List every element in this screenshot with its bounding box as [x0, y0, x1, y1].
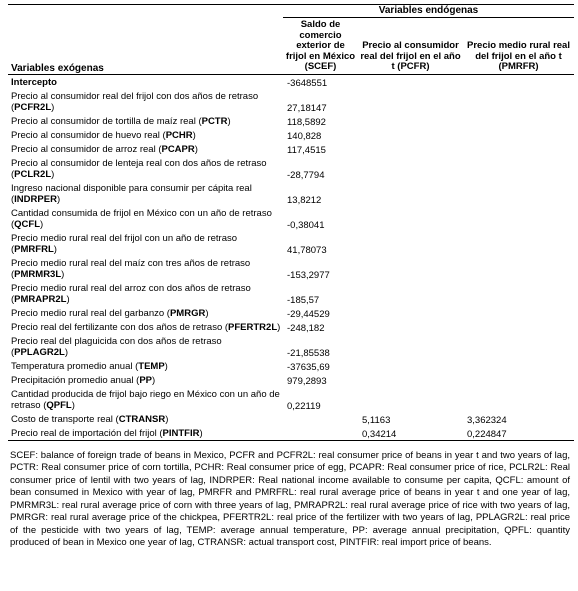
table-row	[8, 281, 574, 306]
row-label-close: )	[152, 374, 156, 386]
coefficient-scef: -3648551	[287, 77, 328, 89]
column-header-pcfr: Precio al consumidor real del frijol en el año t (PCFR)	[360, 40, 461, 72]
variable-code: QPFL	[46, 399, 72, 411]
coefficient-pcfr	[358, 373, 463, 387]
coefficient-pmrfr	[463, 320, 574, 334]
row-label-text: Precio medio rural real del garbanzo (	[11, 307, 170, 319]
coefficient-pmrfr	[463, 256, 574, 281]
row-label-close: )	[56, 193, 61, 205]
coefficient-scef: -185,57	[287, 294, 320, 306]
coefficient-pcfr	[358, 206, 463, 231]
coefficient-scef	[283, 426, 358, 441]
coefficient-pcfr	[358, 359, 463, 373]
row-label-text: Cantidad consumida de frijol en México con un año de retraso (	[11, 207, 272, 230]
document	[8, 4, 574, 550]
row-label	[8, 281, 283, 306]
coefficient-pcfr	[358, 320, 463, 334]
row-label-text: Costo de transporte real (	[11, 413, 119, 425]
coefficient-scef	[283, 412, 358, 426]
row-label-close: )	[165, 413, 169, 425]
row-label-text: Precio al consumidor de huevo real (	[11, 129, 166, 141]
row-label	[8, 114, 283, 128]
row-label-text: Temperatura promedio anual (	[11, 360, 139, 372]
row-label-text: Precio medio rural real del arroz con dos años de retraso (	[11, 282, 251, 305]
table-row	[8, 142, 574, 156]
table-row	[8, 231, 574, 256]
footnote: SCEF: balance of foreign trade of beans in Mexico, PCFR and PCFR2L: real consumer price of beans in year t and two years of lag, PCTR: Real consumer price of corn tortilla, PCHR: Real consumer price of egg, PCAPR: Real consumer price of rice, PCLR2L: Real consumer price of lentil with two years of lag, INDRPER: Real national income available to consume per capita, QCFL: amount of bean consumed in Mexico with year of lag, PMRFR and PMRFRL: real rural average price of beans in year t and one year of lag, PMRMR3L: real rural average price of corn with three years of lag, PMRAPR2L: real rural average price of rice with two years of lag, PMRGR: real rural average price of the chickpea, PFERTR2L: real price of the fertilizer with two years of lag, PPLAGR2L: real price of the pesticide with two years of lag, TEMP: average annual temperature, PP: average annual precipitation, QPFL: quantity produced of bean in Mexico one year of lag, CTRANSR: actual transport cost, PINTFIR: real import price of beans.	[10, 449, 570, 548]
corner-cell	[8, 5, 283, 18]
coefficient-pcfr	[358, 74, 463, 89]
coefficient-pcfr	[358, 306, 463, 320]
row-label-close: )	[71, 399, 75, 411]
table-row	[8, 156, 574, 181]
coefficient-pmrfr	[463, 373, 574, 387]
row-label-close: )	[192, 129, 196, 141]
table-body	[8, 74, 574, 440]
table-row	[8, 74, 574, 89]
coefficient-scef: 118,5892	[287, 116, 326, 128]
row-label	[8, 89, 283, 114]
endogenous-group-header: Variables endógenas	[283, 5, 574, 18]
coefficient-pcfr	[358, 334, 463, 359]
coefficient-pmrfr	[463, 74, 574, 89]
table-row	[8, 334, 574, 359]
table-row	[8, 206, 574, 231]
row-label-text: Intercepto	[11, 76, 57, 88]
row-label	[8, 373, 283, 387]
row-label	[8, 206, 283, 231]
column-header-scef: Saldo de comercio exterior de frijol en México (SCEF)	[285, 19, 356, 72]
row-label-text: Precio al consumidor de lenteja real con dos años de retraso (	[11, 157, 267, 180]
row-label-close: )	[51, 101, 55, 113]
row-label-text: Precio al consumidor de tortilla de maíz real (	[11, 115, 202, 127]
coefficient-scef: 27,18147	[287, 102, 327, 114]
variable-code: PCLR2L	[14, 168, 52, 180]
table-row	[8, 426, 574, 441]
variable-code: QCFL	[14, 218, 41, 230]
row-label-close: )	[64, 346, 69, 358]
coefficient-scef: 41,78073	[287, 244, 327, 256]
variable-code: TEMP	[138, 360, 165, 372]
row-label	[8, 320, 283, 334]
table-row	[8, 114, 574, 128]
variable-code: PMRMR3L	[14, 268, 62, 280]
row-label-text: Precio real del fertilizante con dos años de retraso (	[11, 321, 229, 333]
coefficient-scef: -37635,69	[287, 361, 330, 373]
coefficient-pmrfr	[463, 156, 574, 181]
table-row	[8, 387, 574, 412]
coefficient-scef: -29,44529	[287, 308, 330, 320]
coefficient-pmrfr	[463, 359, 574, 373]
coefficient-pcfr	[358, 156, 463, 181]
row-label-close: )	[51, 168, 55, 180]
regression-table	[8, 4, 574, 441]
coefficient-pcfr	[358, 256, 463, 281]
row-label-close: )	[61, 268, 65, 280]
row-label	[8, 74, 283, 89]
table-row	[8, 128, 574, 142]
variable-code: INDRPER	[14, 193, 57, 205]
variable-code: CTRANSR	[118, 413, 166, 425]
row-label-close: )	[194, 143, 198, 155]
table-row	[8, 181, 574, 206]
row-label-close: )	[40, 218, 44, 230]
coefficient-pmrfr	[463, 128, 574, 142]
coefficient-pcfr	[358, 114, 463, 128]
row-label-text: Precipitación promedio anual (	[11, 374, 140, 386]
variable-code: PMRGR	[169, 307, 206, 319]
coefficient-scef: -21,85538	[287, 347, 330, 359]
row-label-close: )	[66, 293, 70, 305]
row-label	[8, 306, 283, 320]
coefficient-pcfr	[358, 387, 463, 412]
row-label	[8, 156, 283, 181]
table-row	[8, 306, 574, 320]
coefficient-pcfr	[358, 181, 463, 206]
variable-code: PCAPR	[161, 143, 195, 155]
row-label	[8, 387, 283, 412]
coefficient-pcfr: 0,34214	[358, 426, 463, 441]
row-label-text: Precio al consumidor real del frijol con dos años de retraso (	[11, 90, 259, 113]
coefficient-pmrfr	[463, 281, 574, 306]
coefficient-pcfr	[358, 281, 463, 306]
coefficient-scef: 979,2893	[287, 375, 327, 387]
variable-code: PMRAPR2L	[14, 293, 67, 305]
row-label-text: Precio medio rural real del maíz con tres años de retraso (	[11, 257, 251, 280]
row-label-close: )	[277, 321, 281, 333]
variable-code: PCFR2L	[14, 101, 52, 113]
coefficient-pcfr: 5,1163	[362, 414, 391, 426]
exogenous-header: Variables exógenas	[11, 62, 104, 74]
coefficient-pmrfr: 0,224847	[463, 426, 574, 441]
coefficient-scef: -0,38041	[287, 219, 325, 231]
coefficient-pcfr	[358, 89, 463, 114]
row-label	[8, 412, 283, 426]
row-label-close: )	[199, 427, 203, 439]
coefficient-scef: 140,828	[287, 130, 322, 142]
variable-code: PPLAGR2L	[14, 346, 65, 358]
row-label	[8, 181, 283, 206]
row-label-text: Precio real de importación del frijol (	[11, 427, 163, 439]
table-row	[8, 359, 574, 373]
table-row	[8, 373, 574, 387]
row-label	[8, 142, 283, 156]
coefficient-pmrfr	[463, 231, 574, 256]
table-row	[8, 412, 574, 426]
coefficient-scef: 117,4515	[287, 144, 326, 156]
variable-code: PP	[139, 374, 153, 386]
coefficient-scef: 13,8212	[287, 194, 322, 206]
row-label-text: Cantidad producida de frijol bajo riego en México con un año de retraso (	[11, 388, 280, 411]
row-label-close: )	[164, 360, 168, 372]
coefficient-pmrfr	[463, 114, 574, 128]
variable-code: PMRFRL	[14, 243, 54, 255]
table-row	[8, 256, 574, 281]
coefficient-pcfr	[358, 128, 463, 142]
coefficient-scef: -248,182	[287, 322, 325, 334]
coefficient-pmrfr	[463, 89, 574, 114]
table-row	[8, 320, 574, 334]
row-label	[8, 128, 283, 142]
coefficient-pmrfr	[463, 334, 574, 359]
coefficient-pmrfr	[463, 306, 574, 320]
row-label-text: Precio medio rural real del frijol con un año de retraso (	[11, 232, 238, 255]
coefficient-scef: 0,22119	[287, 400, 321, 412]
coefficient-pmrfr	[463, 142, 574, 156]
coefficient-pmrfr	[463, 206, 574, 231]
row-label-text: Precio al consumidor de arroz real (	[11, 143, 162, 155]
coefficient-pmrfr	[463, 387, 574, 412]
variable-code: PINTFIR	[162, 427, 200, 439]
coefficient-pmrfr	[463, 181, 574, 206]
row-label-close: )	[53, 243, 57, 255]
table-row	[8, 89, 574, 114]
row-label	[8, 359, 283, 373]
variable-code: PCHR	[165, 129, 193, 141]
coefficient-pmrfr: 3,362324	[467, 414, 507, 426]
column-header-pmrfr: Precio medio rural real del frijol en el año t (PMRFR)	[467, 40, 570, 72]
row-label-text: Precio real del plaguicida con dos años de retraso (	[11, 335, 222, 358]
row-label	[8, 334, 283, 359]
row-label	[8, 426, 283, 441]
coefficient-pcfr	[358, 231, 463, 256]
variable-code: PCTR	[201, 115, 228, 127]
row-label-close: )	[205, 307, 209, 319]
row-label	[8, 256, 283, 281]
row-label	[8, 231, 283, 256]
coefficient-scef: -28,7794	[287, 169, 325, 181]
row-label-close: )	[227, 115, 231, 127]
row-label-text: Ingreso nacional disponible para consumir per cápita real (	[11, 182, 252, 205]
variable-code: PFERTR2L	[228, 321, 278, 333]
coefficient-pcfr	[358, 142, 463, 156]
coefficient-scef: -153,2977	[287, 269, 330, 281]
